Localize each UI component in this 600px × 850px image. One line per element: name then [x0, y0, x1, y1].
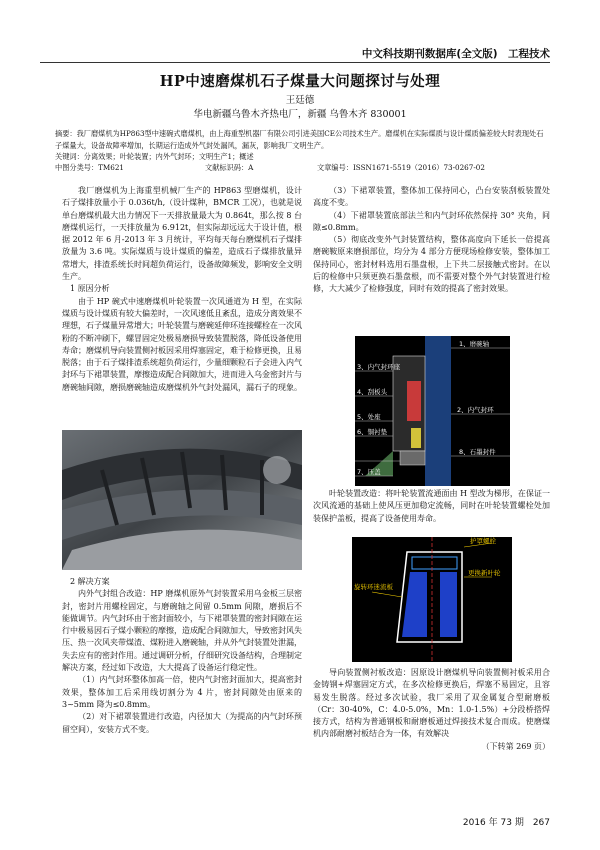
seal-assembly-diagram — [355, 336, 510, 486]
guide-liner-paragraph: 导向装置侧衬板改造：因原设计磨煤机导向装置侧衬板采用合金铸钢+焊塞固定方式，在多次检修更换后，焊塞不易固定，且容易发生脱落。经过多次试验，我厂采用了双金属复合型耐磨板（Cr：30-40%，C：4.0-5.0%，Mn：1.0-1.5%）+分段桥搭焊接方式，结构为普通钢板和耐磨板通过焊接技术复合而成。使磨煤机内部耐磨衬板结合为一体，有效解决 — [313, 668, 550, 739]
journal-header — [40, 42, 550, 66]
keywords: 关键词：分离效果；叶轮装置；内外气封环；文明生产1；概述 — [55, 152, 254, 161]
left-column-continued — [62, 576, 302, 736]
continued-note: （下转第 269 页） — [481, 741, 550, 751]
impeller-paragraph: 叶轮装置改造：将叶轮装置流通面由 H 型改为梯形，在保证一次风流通的基础上使风压更加稳定流畅，同时在叶轮装置螺栓处加装保护盖板，提高了设备使用寿命。 — [313, 489, 550, 523]
section-2-paragraph-2: （1）内气封环整体加高一倍，使内气封密封面加大，提高密封效果，整体加工后采用线切割分为 4 片，密封间隙处由原来的 3~5mm 降为≤0.8mm。 — [62, 675, 302, 709]
diagram-label-8: 8、石墨封件 — [459, 448, 496, 456]
header-rule — [40, 62, 550, 63]
intro-paragraph: 我厂磨煤机为上海重型机械厂生产的 HP863 型磨煤机，设计石子煤排放量小于 0.036t/h,（设计煤种，BMCR 工况），也就是说单台磨煤机最大出力情况下一天排放量最大为 0.864t，那么按 8 台磨煤机运行，一天排放量为 6.912t，但实际却远远大于设计值，根据 2012 年 6 月-2013 年 3 月统计，平均每天每台磨煤机石子煤排放量为 3.6 吨。实际煤质与设计煤质的偏差，造成石子煤排放量异常增大，排渣系统长时间超负荷运行，设备故障频发，影响安全文明生产。 — [62, 186, 302, 282]
right-column — [313, 185, 550, 296]
paper-title: HP中速磨煤机石子煤量大问题探讨与处理 — [159, 73, 441, 90]
guide-liner-modification-text — [313, 667, 550, 753]
journal-name: 中文科技期刊数据库(全文版) 工程技术 — [361, 48, 550, 60]
item-3: （3）下裙罩装置，整体加工保持同心，凸台安装刮板装置处高度不变。 — [313, 186, 550, 208]
article-number: 文章编号：ISSN1671-5519（2016）73-0267-02 — [317, 163, 485, 172]
clc-number: 中图分类号：TM621 — [55, 163, 124, 172]
left-column — [62, 185, 302, 394]
mill-interior-photo — [62, 430, 302, 570]
section-2-paragraph-1: 内外气封组合改造：HP 磨煤机原外气封装置采用乌金板三层密封，密封片用螺栓固定，与磨碗轴之间留 0.5mm 间隙，磨损后不能做调节。内气封环由于密封面较小，与下裙罩装置的密封间隙在运行中极易因石子煤小颗粒的摩擦，造成配合间隙加大，导致密封风失压、热一次风夹带煤渣、煤粉进入磨碗轴，并从外气封装置处泄漏，失去应有的密封作用。通过调研分析，仔细研究设备结构，合理制定解决方案，经过如下改造，大大提高了设备运行稳定性。 — [62, 589, 302, 673]
author: 王廷德 — [285, 95, 315, 106]
affiliation: 华电新疆乌鲁木齐热电厂，新疆 乌鲁木齐 830001 — [193, 109, 407, 120]
figure2-label-2: 更换新叶轮 — [468, 569, 501, 577]
section-2-title: 2 解决方案 — [70, 577, 110, 586]
diagram-label-5: 5、处座 — [357, 413, 381, 421]
section-1-paragraph: 由于 HP 碗式中速磨煤机叶轮装置一次风通道为 H 型，在实际煤质与设计煤质有较大偏差时，一次风速低且紊乱，造成分离效果不理想，石子煤量异常增大；叶轮装置与磨碗延伸环连接螺栓在一次风粉的不断冲刷下，螺冒固定处极易磨损导致装置脱落，降低设备使用寿命；磨煤机导向装置侧衬板因采用焊塞固定，难于检修更换，且易脱落；由于石子煤排渣系统超负荷运行，少量细颗粒石子会进入内气封环与下裙罩装置，摩擦造成配合间隙加大，进而进入乌金密封片与磨碗轴间隙，磨损磨碗轴造成磨煤机外气封处漏风，漏石子的现象。 — [62, 296, 302, 392]
abstract-text: 摘要：我厂磨煤机为HP863型中速碗式磨煤机，由上海重型机器厂有限公司引进美国CE公司技术生产。磨煤机在实际煤质与设计煤质偏差较大时表现处石子煤量大，设备故障率增加，长期运行造成外气封处漏风，漏灰，影响我厂文明生产。 — [55, 129, 544, 150]
document-code: 文献标识码：A — [205, 163, 254, 172]
section-1-title: 1 原因分析 — [70, 284, 110, 294]
item-5: （5）彻底改变外气封装置结构，整体高度向下延长一倍提高磨碗鞍原来磨损部位，均分为 4 部分方便现场检修安装，整体加工保持同心，密封材料选用石墨盘根，上下共二层接触式密封。在以后的检修中只须更换石墨盘根，而不需要对整个外气封装置进行检修，大大减少了检修强度，同时有效的提高了密封效果。 — [313, 235, 550, 294]
diagram-label-3: 3、内气封环座 — [357, 363, 401, 371]
abstract-block — [55, 128, 550, 163]
diagram-label-6: 6、铜衬垫 — [357, 428, 388, 436]
diagram-label-1: 1、磨碗轴 — [459, 340, 490, 348]
diagram-label-4: 4、刮板头 — [357, 388, 388, 396]
figure2-label-1: 护罩螺栓 — [470, 537, 496, 545]
meta-line — [55, 163, 550, 175]
section-2-paragraph-3: （2）对下裙罩装置进行改造，内径加大（为提高的内气封环预留空间），安装方式不变。 — [62, 712, 302, 734]
impeller-modification-text — [313, 488, 550, 525]
figure2-label-3: 旋转环迷流板 — [354, 583, 393, 591]
diagram-label-7: 7、压盖 — [357, 468, 381, 476]
item-4: （4）下裙罩装置底部法兰和内气封环依然保持 30° 夹角，间隙≤0.8mm。 — [313, 210, 550, 232]
diagram-label-2: 2、内气封环 — [457, 406, 494, 414]
page-footer: 2016 年 73 期 267 — [462, 818, 550, 828]
impeller-diagram — [352, 537, 512, 662]
